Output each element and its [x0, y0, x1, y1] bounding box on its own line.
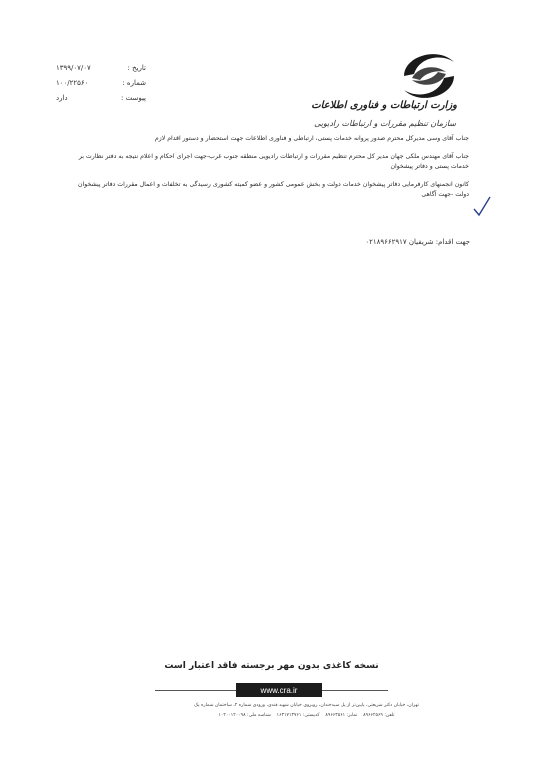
number-value: ۱۰۰/۲۲۵۶۰ [56, 78, 89, 87]
footer-contacts [150, 713, 463, 718]
number-row [56, 75, 146, 90]
recipient-paragraph-2: جناب آقای مهندس ملکی جهان مدیر کل محترم تنظیم مقررات و ارتباطات رادیویی منطقه جنوب غرب-جهت اجرای احکام و اعلام نتیجه به دفتر نظارت بر خدمات پستی و دفاتر پیشخوان [78, 153, 469, 170]
recipient-paragraph-1: جناب آقای وسی مدیرکل محترم صدور پروانه خدمات پستی، ارتباطی و فناوری اطلاعات جهت استحضار و دستور اقدام لازم [154, 135, 469, 142]
recipient-paragraph-3: کانون انجمنهای کارفرمایی دفاتر پیشخوان خدمات دولت و بخش عمومی کشور و عضو کمیته کشوری رسیدگی به تخلفات و اعمال مقررات دفاتر پیشخوان دولت -جهت آگاهی [78, 181, 469, 198]
number-label: شماره : [122, 78, 146, 87]
letter-body [66, 134, 469, 208]
footer-address: تهران، خیابان دکتر شریعتی، پایین‌تر از پل سیدخندان، روبروی خیابان شهید قندی، ورودی شماره ۲، ساختمان شماره یک [194, 703, 419, 708]
date-label: تاریخ : [127, 63, 146, 72]
attachment-row [56, 90, 146, 105]
website-link[interactable]: www.cra.ir [236, 683, 322, 697]
cra-logo [398, 48, 460, 104]
action-signature: جهت اقدام: شریفیان ۰۲۱۸۹۶۶۲۹۱۷ [365, 238, 470, 246]
attachment-label: پیوست : [121, 93, 146, 102]
footer-national-id: شناسه ملی: ۱۰۲۰۰۱۲۰۰۹۸ [218, 713, 271, 718]
date-value: ۱۳۹۹/۰۷/۰۷ [56, 63, 91, 72]
footer-postal-code: کدپستی: ۱۶۳۱۷۱۳۷۶۱ [276, 713, 320, 718]
check-mark-icon [472, 195, 492, 217]
letter-meta [56, 60, 146, 105]
attachment-value: دارد [56, 93, 68, 102]
date-row [56, 60, 146, 75]
organization-name: سازمان تنظیم مقررات و ارتباطات رادیویی [314, 119, 456, 128]
footer-phone: تلفن: ۸۹۶۶۲۵۶۹ [363, 713, 395, 718]
ministry-name: وزارت ارتباطات و فناوری اطلاعات [311, 100, 457, 111]
footer-fax: نمابر: ۸۹۶۶۳۵۶۱ [325, 713, 358, 718]
validity-notice: نسخه کاغذی بدون مهر برجسته فاقد اعتبار است [164, 661, 379, 671]
